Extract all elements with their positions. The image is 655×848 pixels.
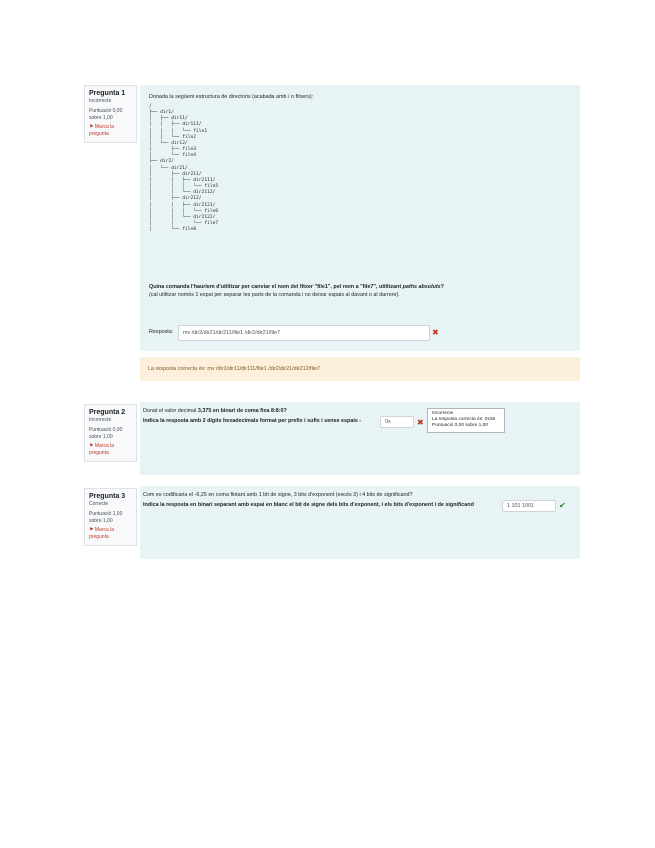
question-content-2	[140, 402, 580, 475]
question-grade: Puntuació 1,00 sobre 1,00	[89, 511, 123, 524]
question-grade: Puntuació 0,00 sobre 1,00	[89, 427, 123, 440]
question-info-3	[84, 488, 137, 546]
question-number: Pregunta 1	[89, 90, 126, 97]
flag-question-link[interactable]	[89, 124, 133, 137]
answer-label: Resposta:	[149, 329, 174, 335]
answer-input[interactable]	[178, 325, 430, 341]
flag-label: Marca la pregunta	[89, 527, 115, 540]
tooltip-state: Incorrecte	[432, 411, 454, 416]
question-prompt	[149, 284, 574, 291]
feedback-tooltip	[427, 408, 505, 433]
question-grade: Puntuació 0,00 sobre 1,00	[89, 108, 123, 121]
answer-value: 0x	[385, 419, 391, 425]
question-info-1	[84, 85, 137, 143]
incorrect-icon: ✖	[432, 328, 439, 337]
question-text-bold: 3,375 en binari de coma fixa 8:8:0?	[197, 408, 287, 414]
question-text: Donat el valor decimal	[143, 408, 198, 414]
question-note: (cal utilitzar només 1 espai per separar les parts de la comanda i no deixar espais al davant o al darrere).	[149, 292, 400, 298]
answer-input[interactable]	[380, 416, 414, 428]
prompt-text-a: Quina comanda l'hauríem d'utilitzar per canviar el nom del fitxer "file1", pel nom a "file7", utilitzant	[149, 284, 403, 290]
question-info-2	[84, 404, 137, 462]
tooltip-grade: Puntuació 0,00 sobre 1,00	[432, 423, 489, 429]
flag-question-link[interactable]	[89, 443, 133, 456]
flag-icon: ⚑	[89, 124, 94, 131]
question-number: Pregunta 2	[89, 409, 126, 416]
tooltip-correct-answer: La resposta correcta és: 0x36	[432, 417, 496, 423]
correct-icon: ✔	[559, 501, 566, 510]
correct-answer-feedback	[140, 357, 580, 381]
question-state: Incorrecte	[89, 417, 112, 423]
answer-value: 1 101 1001	[507, 503, 534, 509]
answer-input[interactable]	[502, 500, 556, 512]
prompt-text-b: paths absoluts	[402, 284, 441, 290]
question-instructions: Indica la resposta en binari separant amb espai en blanc el bit de signe dels bits d'exponent, i els bits d'exponent i de significand	[143, 502, 474, 508]
question-line-1	[143, 408, 287, 415]
prompt-text-c: ?	[440, 284, 444, 290]
flag-icon: ⚑	[89, 443, 94, 450]
question-state: Incorrecte	[89, 98, 112, 104]
directory-tree: / ├── dir1/ │ ├── dir11/ │ │ ├── dir111/ │ │ │ └── file1 │ │ └── file2 │ └── dir12/ │ ├── file3 │ └── file4 ├── dir2/ │ └── dir21/ │ ├── dir211/ │ │ ├── dir2111/ │ │ │ └── file5 │ │ └── dir2112/ │ ├── dir212/ │ │ ├── dir2121/ │ │ │ └── file6 │ │ └── dir2122/ │ │ └── file7 │ └── file8	[149, 104, 219, 233]
question-state: Correcte	[89, 501, 109, 507]
question-content-3	[140, 486, 580, 559]
question-intro: Donada la següent estructura de directoris (acabada amb / o fitxers):	[149, 94, 314, 100]
flag-label: Marca la pregunta	[89, 443, 115, 456]
question-instructions: Indica la resposta amb 2 dígits hexadecimals format per prefix i sufix i sense espais -	[143, 418, 362, 424]
question-line-1: Com es codificaria el -6,25 en coma flotant amb 1 bit de signe, 3 bits d'exponent (excés 3) i 4 bits de significand?	[143, 492, 413, 498]
flag-icon: ⚑	[89, 527, 94, 534]
answer-value: mv /dir2/dir21/dir211/file1 /dir2/dir21/file7	[183, 330, 280, 336]
incorrect-icon: ✖	[417, 418, 424, 427]
flag-label: Marca la pregunta	[89, 124, 115, 137]
flag-question-link[interactable]	[89, 527, 133, 540]
question-line-2	[143, 418, 361, 425]
question-content-1	[140, 85, 580, 351]
question-number: Pregunta 3	[89, 493, 126, 500]
feedback-text: La resposta correcta és: mv /dir1/dir11/dir111/file1 /dir2/dir21/dir212/file7	[148, 366, 320, 372]
